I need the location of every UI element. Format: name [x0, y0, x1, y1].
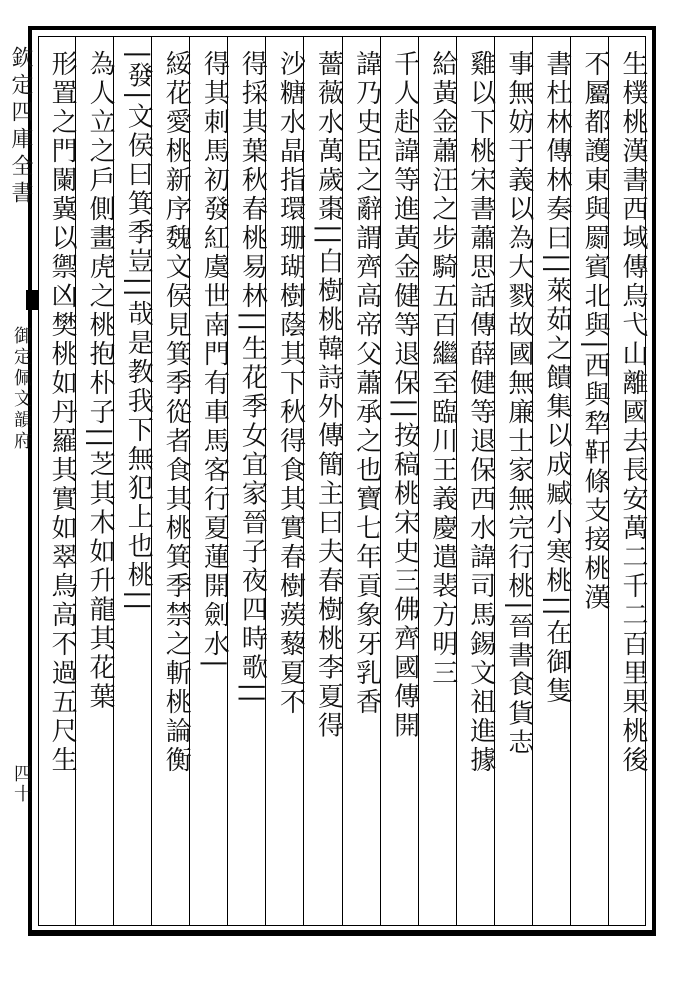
- column-text: 形置之門闌冀以禦凶樊桃如丹羅其實如翠鳥高不過五尺生: [47, 50, 78, 775]
- text-column: [418, 36, 456, 926]
- column-text: 給黃金蕭汪之步騎五百繼至臨川王義慶遣裴方明三: [427, 50, 458, 688]
- column-text: 諱乃史臣之辭謂齊高帝父蕭承之也寶七年貢象牙乳香: [351, 50, 382, 717]
- column-text: 生樸桃漢書西域傳烏弋山離國去長安萬二千二百里果桃後: [618, 50, 648, 775]
- text-column: [303, 36, 344, 926]
- text-column: [227, 36, 268, 926]
- column-text: |發|文侯曰箕季豈||哉是教我下無犯上也桃||: [123, 50, 154, 614]
- page-number: 四十: [11, 764, 32, 804]
- column-text: 得採其葉秋春桃易林||生花季女宜家晉子夜四時歌||: [237, 50, 268, 707]
- text-column: [570, 36, 608, 926]
- column-text: 為人立之戶側畫虎之桃抱朴子||芝其木如升龍其花葉: [85, 50, 116, 712]
- column-text: 事無妨于義以為大戮故國無廉士家無完行桃|晉書食貨志: [503, 50, 534, 758]
- text-column: [151, 36, 192, 926]
- fish-tail-mark: [26, 290, 38, 310]
- bottom-rule: [30, 930, 656, 936]
- column-text: 得其刺馬初發紅虞世南門有車馬客行夏蓮開劍水|: [199, 50, 230, 671]
- column-text: 綏花愛桃新序魏文侯見箕季從者食其桃箕季禁之斬桃論衡: [161, 50, 192, 775]
- text-column: [494, 36, 532, 926]
- column-text: 書杜林傳林奏曰||萊茹之饋集以成臧小寒桃||在御隻: [541, 50, 572, 707]
- text-column: [38, 36, 78, 926]
- text-column: [113, 36, 154, 926]
- text-column: [75, 36, 116, 926]
- sub-title: 御定佩文韻府: [11, 326, 32, 452]
- column-text: 不屬都護東與罽賓北與|西與犂靬條支接桃漢: [579, 50, 610, 613]
- text-column: [342, 36, 380, 926]
- text-column: [380, 36, 418, 926]
- text-column: [189, 36, 230, 926]
- book-title: 欽定四庫全書: [8, 46, 33, 208]
- text-column: [608, 36, 646, 926]
- text-column: [265, 36, 306, 926]
- margin-column: [0, 36, 38, 926]
- text-columns: [38, 36, 646, 926]
- column-text: 薔薇水萬歲棗||白樹桃韓詩外傳簡主曰夫春樹桃李夏得: [313, 50, 344, 741]
- column-text: 千人赴諱等進黃金健等退保||按稿桃宋史三佛齊國傳開: [389, 50, 420, 741]
- column-text: 沙糖水晶指環珊瑚樹蔭其下秋得食其實春樹蒺藜夏不: [275, 50, 306, 717]
- column-text: 雞以下桃宋書蕭思話傳薛健等退保西水諱司馬錫文祖進據: [465, 50, 496, 775]
- text-column: [532, 36, 570, 926]
- text-column: [456, 36, 494, 926]
